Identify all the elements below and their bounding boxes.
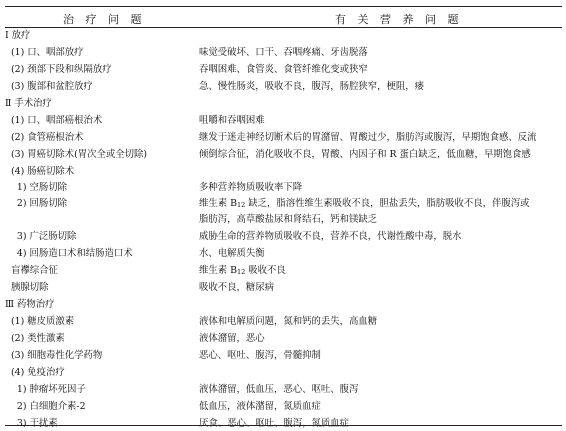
cell-treatment: (4) 免疫治疗 xyxy=(5,367,65,378)
cell-treatment: 3) 广泛肠切除 xyxy=(5,231,77,242)
cell-treatment: (2) 食管癌根治术 xyxy=(5,132,84,143)
subscript: 12 xyxy=(237,201,246,209)
cell-treatment: 2) 白细胞介素-2 xyxy=(5,401,86,412)
table-bottom-rule xyxy=(5,425,562,426)
nutrition-table xyxy=(5,6,562,429)
cell-treatment: Ⅰ 放疗 xyxy=(5,30,31,41)
cell-treatment: (2) 颈部下段和纵隔放疗 xyxy=(5,64,112,75)
cell-treatment: (3) 腹部和盆腔放疗 xyxy=(5,81,93,92)
cell-nutrition: 继发于迷走神经切断术后的胃潴留、胃酸过少，脂肪泻或腹泻，早期饱食感、反流 xyxy=(199,132,537,143)
cell-treatment: 1) 肿瘤坏死因子 xyxy=(5,384,86,395)
cell-nutrition: 液体和电解质问题，氮和钙的丢失，高血糖 xyxy=(199,316,378,327)
cell-nutrition: 水、电解质失衡 xyxy=(199,248,265,259)
header-nutrition-problem: 有 关 营 养 问 题 xyxy=(335,13,463,26)
cell-nutrition: 液体潴留，恶心 xyxy=(199,333,265,344)
cell-nutrition: 吸收不良，糖尿病 xyxy=(199,282,275,293)
cell-nutrition-text: 缺乏，脂溶性维生素吸收不良，胆盐丢失，脂肪吸收不良，伴腹泻或 xyxy=(245,198,530,209)
cell-nutrition: 脂肪泻，高草酸盐尿和肾结石，钙和镁缺乏 xyxy=(199,214,378,225)
cell-treatment: (4) 肠癌切除术 xyxy=(5,166,75,177)
cell-nutrition: 低血压，液体潴留，氮质血症 xyxy=(199,401,321,412)
cell-nutrition: 液体潴留，低血压，恶心、呕吐、腹泻 xyxy=(199,384,359,395)
cell-nutrition: 咀嚼和吞咽困难 xyxy=(199,115,265,126)
cell-treatment: (1) 口、咽部癌根治术 xyxy=(5,115,103,126)
cell-nutrition-text: 维生素 B xyxy=(199,198,237,209)
cell-nutrition: 急、慢性肠炎，吸收不良，腹泻，肠腔狭窄，梗阻，瘘 xyxy=(199,81,425,92)
cell-nutrition: 厌食、恶心、呕吐、腹泻，氮质血症 xyxy=(199,418,350,429)
cell-nutrition: 多种营养物质吸收率下降 xyxy=(199,182,303,193)
subscript: 12 xyxy=(237,268,246,276)
cell-nutrition: 恶心、呕吐、腹泻，骨髓抑制 xyxy=(199,350,321,361)
cell-treatment: (2) 类性激素 xyxy=(5,333,65,344)
cell-treatment: (1) 口、咽部放疗 xyxy=(5,47,84,58)
cell-treatment: (3) 细胞毒性化学药物 xyxy=(5,350,103,361)
cell-treatment: 4) 回肠造口术和结肠造口术 xyxy=(5,248,133,259)
cell-nutrition: 吞咽困难、食管炎、食管纤维化变或狭窄 xyxy=(199,64,368,75)
cell-nutrition: 威胁生命的营养物质吸收不良，营养不良，代谢性酸中毒，脱水 xyxy=(199,231,462,242)
cell-nutrition: 味觉受破坏、口干、吞咽疼痛、牙齿脱落 xyxy=(199,47,368,58)
cell-nutrition xyxy=(199,196,530,213)
table-body xyxy=(5,28,562,429)
cell-treatment: 3) 干扰素 xyxy=(5,418,58,429)
cell-treatment: Ⅱ 手术治疗 xyxy=(5,98,52,109)
cell-treatment: (3) 胃癌切除术(胃次全或全切除) xyxy=(5,149,148,160)
cell-treatment: 2) 回肠切除 xyxy=(5,198,68,209)
cell-treatment: 胰腺切除 xyxy=(5,282,49,293)
cell-nutrition-text: 维生素 B xyxy=(199,265,237,276)
header-treatment-problem: 治 疗 问 题 xyxy=(63,13,146,26)
cell-nutrition xyxy=(199,263,286,280)
cell-treatment: (1) 糖皮质激素 xyxy=(5,316,75,327)
cell-treatment: Ⅲ 药物治疗 xyxy=(5,299,55,310)
cell-nutrition: 倾倒综合征，消化吸收不良，胃酸、内因子和 R 蛋白缺乏，低血糖，早期饱食感 xyxy=(199,149,531,160)
cell-treatment: 1) 空肠切除 xyxy=(5,182,68,193)
cell-treatment: 盲襻综合征 xyxy=(5,265,58,276)
cell-nutrition-text: 吸收不良 xyxy=(245,265,286,276)
table-header xyxy=(5,7,562,27)
